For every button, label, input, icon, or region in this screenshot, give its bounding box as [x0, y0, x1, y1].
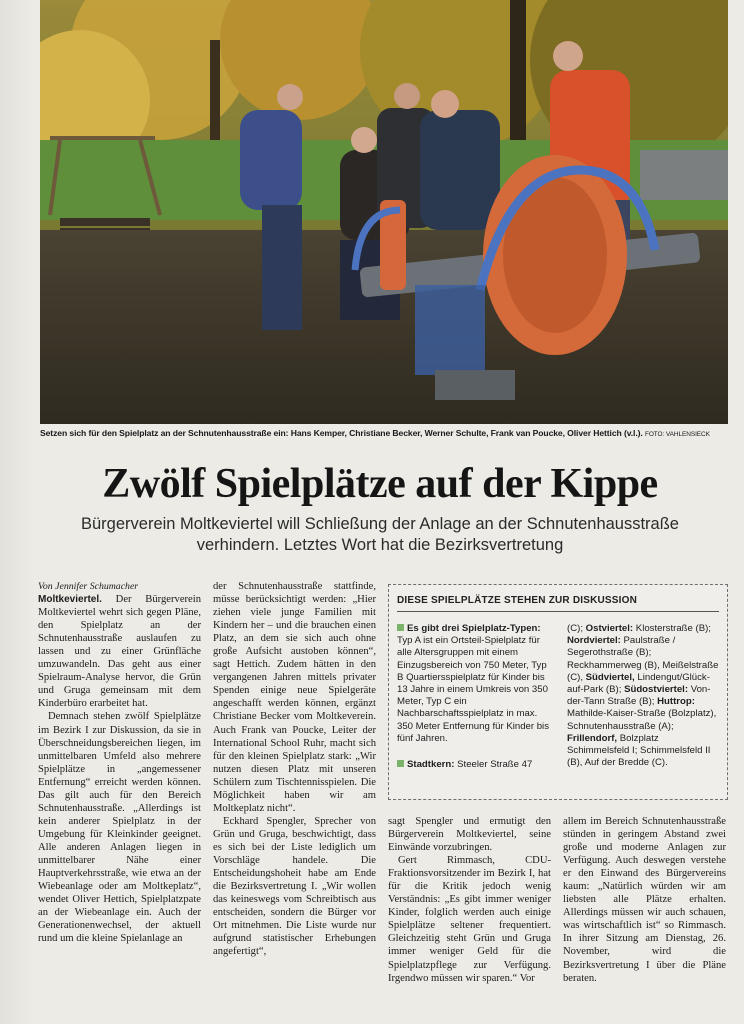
paragraph-2: Demnach stehen zwölf Spielplätze im Bezirk I zur Diskussion, da sie in Überschneidungsbereichen liegen, im unmittelbaren Umfeld also mehrere Spielplätze in „angemessener Entfernung“ erreicht werden können. Das gilt auch für den Bereich Schnutenhausstraße. „Allerdings ist kein anderer Spielplatz in der Umgebung für Kleinkinder geeignet. Alle anderen Anlagen liegen in unmittelbarer Nähe einer Hauptverkehrsstraße, wie etwa an der Wiebeanlage oder am Moltkeplatz“, wendet Oliver Hettich, Spielplatzpate an der Wiebeanlage ein. Auch der Generationenwechsel, der aktuell rund um die kleine Spielanlage an	[38, 711, 201, 945]
types-heading: Es gibt drei Spielplatz-Typen:	[407, 623, 541, 634]
info-box-divider	[397, 611, 719, 612]
ost-label: Ostviertel:	[585, 623, 634, 634]
paragraph-3: der Schnutenhausstraße stattfinde, müsse berücksichtigt werden: „Hier ziehen viele junge Familien mit Kindern her – und die brauchen einen Platz, an dem sie sich auch ohne große Aufsicht austoben können“, sagt Hettich. Zudem hätten in den vergangenen Jahren mittels privater Spenden einige neue Spielgeräte angeschafft werden können, ergänzt Christiane Becker vom Moltkeverein. Auch Frank van Poucke, Leiter der International School Ruhr, macht sich für den kleinen Spielplatz stark: „Wir nutzen diesen Platz mit unseren Schülern zum Tischtennisspielen. Die Möglichkeit haben wir am Moltkeplatz nicht“.	[213, 581, 376, 814]
paragraph-6: Gert Rimmasch, CDU-Fraktionsvorsitzender im Bezirk I, hat für die Kritik jedoch wenig Verständnis: „Es gibt immer weniger Kinder, folglich werden auch einige Spielplätze seltener frequentiert. Gleichzeitig steht Grün und Gruga immer weniger Geld für die Spielplatzpflege zur Verfügung. Irgendwo müssen wir sparen.“ Vor	[388, 855, 551, 984]
sued-text: Lindengut/Glück-auf-Park (B);	[567, 671, 710, 696]
sued-label: Südviertel,	[585, 671, 635, 683]
headline: Zwölf Spielplätze auf der Kippe	[102, 461, 658, 507]
article-photo	[40, 0, 728, 424]
green-square-icon	[397, 624, 404, 631]
types-paragraph	[397, 623, 555, 745]
stadtkern-text: Steeler Straße 47	[457, 759, 533, 771]
paragraph-4: Eckhard Spengler, Sprecher von Grün und Gruga, beschwichtigt, dass es sich bei der Liste lediglich um Vorschläge handele. Die Entscheidungshoheit habe am Ende die Bezirksvertretung I. „Wir wollen das keineswegs vom Schreibtisch aus entscheiden, sondern die Bürger vor Ort mitnehmen. Die Liste wurde nur aufgrund statistischer Erhebungen angefertigt“,	[213, 815, 376, 958]
frillen-label: Frillendorf,	[567, 732, 618, 744]
nord-label: Nordviertel:	[567, 635, 621, 647]
info-box-right	[567, 623, 719, 769]
stadtkern-paragraph	[397, 759, 555, 771]
subhead-line-2: verhindern. Letztes Wort hat die Bezirksvertretung	[196, 536, 564, 554]
dateline: Moltkeviertel.	[38, 594, 102, 606]
suedost-text: Von-der-Tann Straße (B);	[567, 684, 711, 708]
scan-margin	[0, 0, 34, 1024]
photo-credit: FOTO: VAHLENSIECK	[644, 431, 710, 438]
subhead-line-1: Bürgerverein Moltkeviertel will Schließung der Anlage an der Schnutenhausstraße	[81, 515, 679, 533]
stadtkern-label: Stadtkern:	[407, 759, 455, 771]
frillen-text: Bolzplatz Schimmelsfeld I; Schimmelsfeld II (B), Auf der Bredde (C).	[567, 732, 711, 769]
paragraph-5: sagt Spengler und ermutigt den Bürgerverein Moltkeviertel, seine Einwände vorzubringen.	[388, 816, 551, 854]
article-column-2	[213, 580, 376, 958]
green-square-icon	[397, 760, 404, 767]
types-text: Typ A ist ein Ortsteil-Spielplatz für alle Altersgruppen mit einem Einzugsbereich von 750 Meter, Typ B Quartiersspielplatz für Kinder bis 13 Jahre in einem Umkreis von 350 Meter, Typ C ein Nachbarschaftsspielplatz in max. 350 Meter Entfernung für Kinder bis fünf Jahren.	[397, 635, 549, 744]
info-box	[388, 584, 728, 800]
article-column-4	[563, 815, 726, 985]
ost-text: Klosterstraße (B);	[635, 623, 711, 634]
suedost-label: Südostviertel:	[624, 684, 689, 696]
article-column-3	[388, 815, 551, 985]
photo-caption	[40, 428, 730, 438]
paragraph-7: allem im Bereich Schnutenhausstraße stünden in geringem Abstand zwei große und moderne Anlagen zur Verfügung. Auch deswegen verstehe er den Einwand des Bürgervereins kaum: „Natürlich würden wir am liebsten alle Plätze erhalten. Allerdings müssen wir auch schauen, was wirtschaftlich ist“ so Rimmasch. In ihrer Sitzung am Dienstag, 26. November, wird die Bezirksvertretung I über die Pläne beraten.	[563, 816, 726, 984]
info-box-title: DIESE SPIELPLÄTZE STEHEN ZUR DISKUSSION	[397, 595, 638, 606]
r-intro: (C);	[567, 623, 583, 634]
nord-text: Paulstraße / Segerothstraße (B); Reckhammerweg (B), Meißelstraße (C),	[567, 635, 719, 683]
subheadline	[40, 514, 720, 556]
huttrop-label: Huttrop:	[657, 696, 695, 708]
article-column-1	[38, 580, 201, 945]
huttrop-text: Mathilde-Kaiser-Straße (Bolzplatz), Schnutenhausstraße (A);	[567, 708, 717, 732]
paragraph-1	[38, 593, 201, 710]
caption-text: Setzen sich für den Spielplatz an der Schnutenhausstraße ein: Hans Kemper, Christiane Becker, Werner Schulte, Frank van Poucke, Oliver Hettich (v.l.).	[40, 428, 643, 438]
author-byline: Von Jennifer Schumacher	[38, 581, 139, 592]
info-box-left	[397, 623, 555, 771]
paragraph-1-text: Der Bürgerverein Moltkeviertel wehrt sich gegen Pläne, den Spielplatz an der Schnutenhausstraße auslaufen zu lassen und zu einer Grünfläche umzuwandeln. Das geht aus einer Spielraum-Analyse hervor, die Grün und Gruga gemeinsam mit dem Kinderbüro erarbeitet hat.	[38, 594, 201, 710]
